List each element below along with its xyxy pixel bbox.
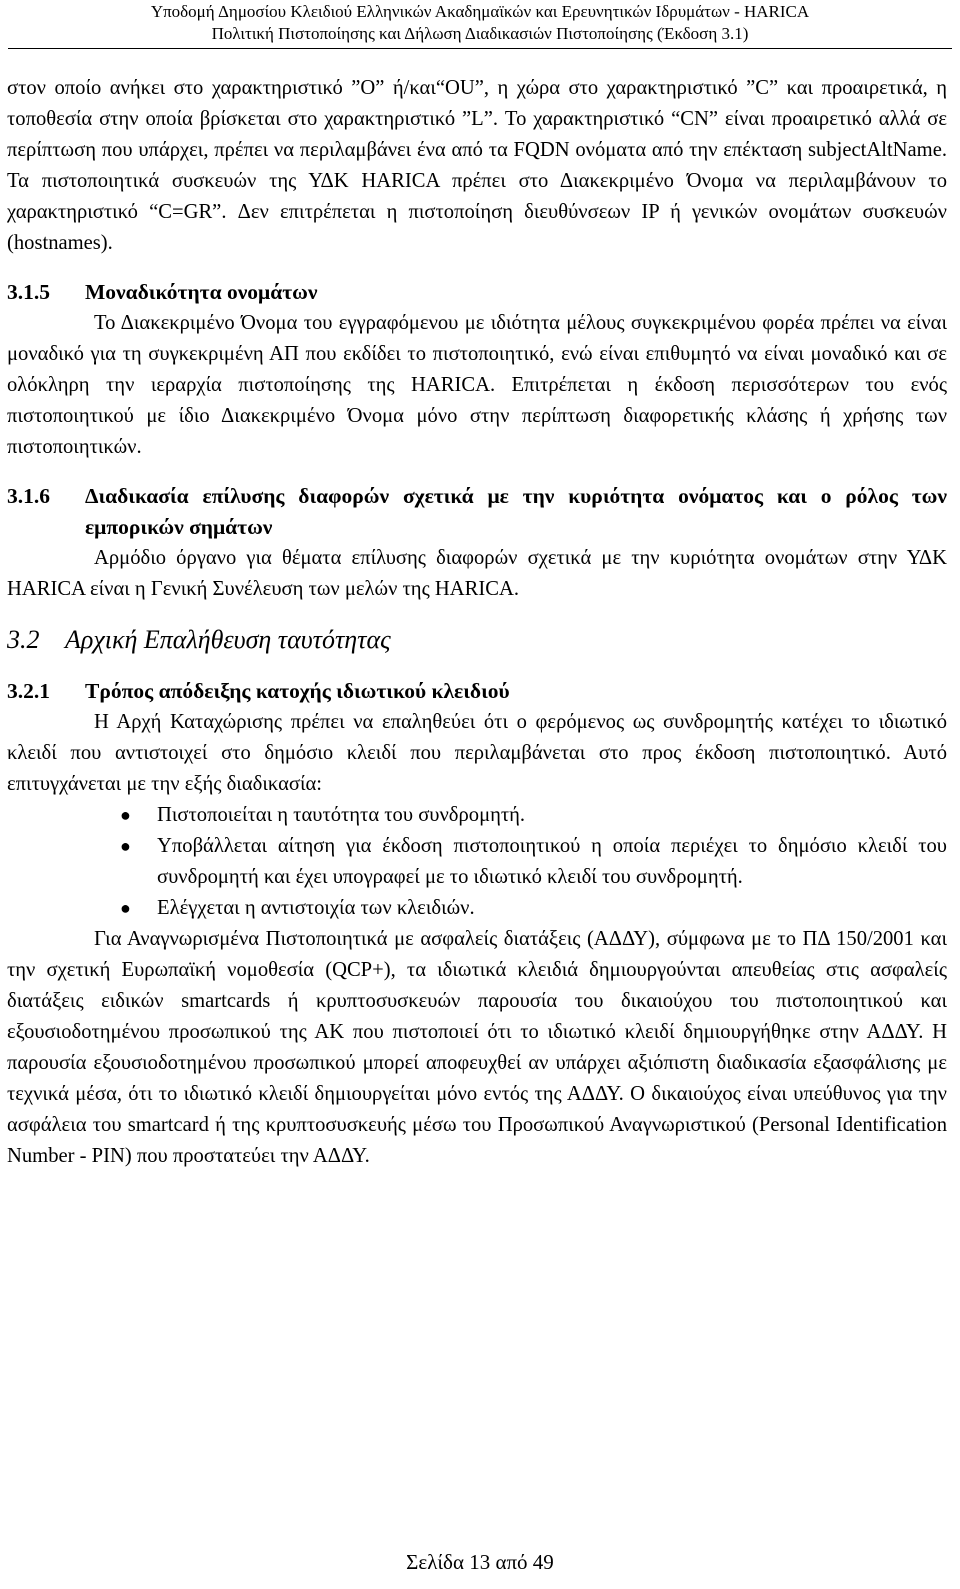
section-3-2-heading [7, 623, 947, 657]
section-3-1-5-body: Το Διακεκριμένο Όνομα του εγγραφόμενου με ιδιότητα μέλους συγκεκριμένου φορέα πρέπει να είναι μοναδικό για τη συγκεκριμένη ΑΠ που εκδίδει το πιστοποιητικό, ενώ είναι επιθυμητό να είναι μοναδικό και σε ολόκληρη την ιεραρχία πιστοποίησης της HARICA. Επιτρέπεται η έκδοση περισσότερων του ενός πιστοποιητικού με ίδιο Διακεκριμένο Όνομα μόνο στην περίπτωση διαφορετικής κλάσης ή χρήσης των πιστοποιητικών. [7, 312, 947, 458]
section-3-1-5-heading [7, 277, 947, 308]
procedure-list [7, 800, 947, 924]
section-3-2-1-heading [7, 676, 947, 707]
section-number: 3.1.6 [7, 484, 50, 508]
page-header [0, 0, 960, 45]
section-title: Διαδικασία επίλυσης διαφορών σχετικά με την κυριότητα ονόματος και ο ρόλος των εμπορικών σημάτων [85, 484, 947, 539]
section-number: 3.2.1 [7, 679, 50, 703]
bullet-icon: ● [120, 805, 131, 825]
section-3-2-1-intro: Η Αρχή Καταχώρισης πρέπει να επαληθεύει ότι ο φερόμενος ως συνδρομητής κατέχει το ιδιωτικό κλειδί που αντιστοιχεί στο δημόσιο κλειδί που περιλαμβάνεται στο προς έκδοση πιστοποιητικό. Αυτό επιτυγχάνεται με την εξής διαδικασία: [7, 711, 947, 795]
section-number: 3.2 [7, 625, 40, 654]
section-3-1-6-heading [7, 481, 947, 543]
list-item: ● Υποβάλλεται αίτηση για έκδοση πιστοποιητικού η οποία περιέχει το δημόσιο κλειδί του συνδρομητή και έχει υπογραφεί με το ιδιωτικό κλειδί του συνδρομητή. [7, 831, 947, 893]
section-3-2-1-closing: Για Αναγνωρισμένα Πιστοποιητικά με ασφαλείς διατάξεις (ΑΔΔΥ), σύμφωνα με το ΠΔ 150/2001 και την σχετική Ευρωπαϊκή νομοθεσία (QCP+), τα ιδιωτικά κλειδιά δημιουργούνται απευθείας στις ασφαλείς διατάξεις ειδικών smartcards ή κρυπτοσυσκευών παρουσία του δικαιούχου του πιστοποιητικού και εξουσιοδοτημένου προσωπικού της ΑΚ που πιστοποιεί ότι το ιδιωτικό κλειδί δημιουργήθηκε στην ΑΔΔΥ. Η παρουσία εξουσιοδοτημένου προσωπικού μπορεί αποφευχθεί αν υπάρχει αξιόπιστη διαδικασία εξασφάλισης με τεχνικά μέσα, ότι το ιδιωτικό κλειδί δημιουργείται μόνο εντός της ΑΔΔΥ. Ο δικαιούχος είναι υπεύθυνος για την ασφάλεια του smartcard ή της κρυπτοσυσκευής μέσω του Προσωπικού Αναγνωριστικού (Personal Identification Number - PIN) που προστατεύει την ΑΔΔΥ. [7, 928, 947, 1167]
list-item: ● Ελέγχεται η αντιστοιχία των κλειδιών. [7, 893, 947, 924]
list-item: ● Πιστοποιείται η ταυτότητα του συνδρομητή. [7, 800, 947, 831]
continuation-paragraph: στον οποίο ανήκει στο χαρακτηριστικό ”O” ή/και“OU”, η χώρα στο χαρακτηριστικό ”C” και προαιρετικά, η τοποθεσία στην οποία βρίσκεται στο χαρακτηριστικό ”L”. Το χαρακτηριστικό “CN” είναι προαιρετικό αλλά σε περίπτωση που υπάρχει, πρέπει να περιλαμβάνει ένα από τα FQDN ονόματα από την επέκταση subjectAltName. Τα πιστοποιητικά συσκευών της ΥΔΚ HARICA πρέπει στο Διακεκριμένο Όνομα να περιλαμβάνουν το χαρακτηριστικό “C=GR”. Δεν επιτρέπεται η πιστοποίηση διευθύνσεων IP ή γενικών ονομάτων συσκευών (hostnames). [7, 77, 947, 254]
section-title: Μοναδικότητα ονομάτων [85, 280, 318, 304]
section-3-1-6-body: Αρμόδιο όργανο για θέματα επίλυσης διαφορών σχετικά με την κυριότητα ονομάτων στην ΥΔΚ HARICA είναι η Γενική Συνέλευση των μελών της HARICA. [7, 547, 947, 600]
header-divider [8, 48, 952, 49]
header-org-line: Υποδομή Δημοσίου Κλειδιού Ελληνικών Ακαδημαϊκών και Ερευνητικών Ιδρυμάτων - HARICA [150, 2, 810, 21]
section-title: Τρόπος απόδειξης κατοχής ιδιωτικού κλειδιού [85, 679, 510, 703]
section-title: Αρχική Επαλήθευση ταυτότητας [65, 625, 391, 654]
header-doc-line: Πολιτική Πιστοποίησης και Δήλωση Διαδικασιών Πιστοποίησης (Έκδοση 3.1) [211, 24, 749, 43]
bullet-icon: ● [120, 898, 131, 918]
section-number: 3.1.5 [7, 280, 50, 304]
bullet-icon: ● [120, 836, 131, 856]
page-number: Σελίδα 13 από 49 [406, 1550, 554, 1574]
document-body [7, 73, 947, 1172]
